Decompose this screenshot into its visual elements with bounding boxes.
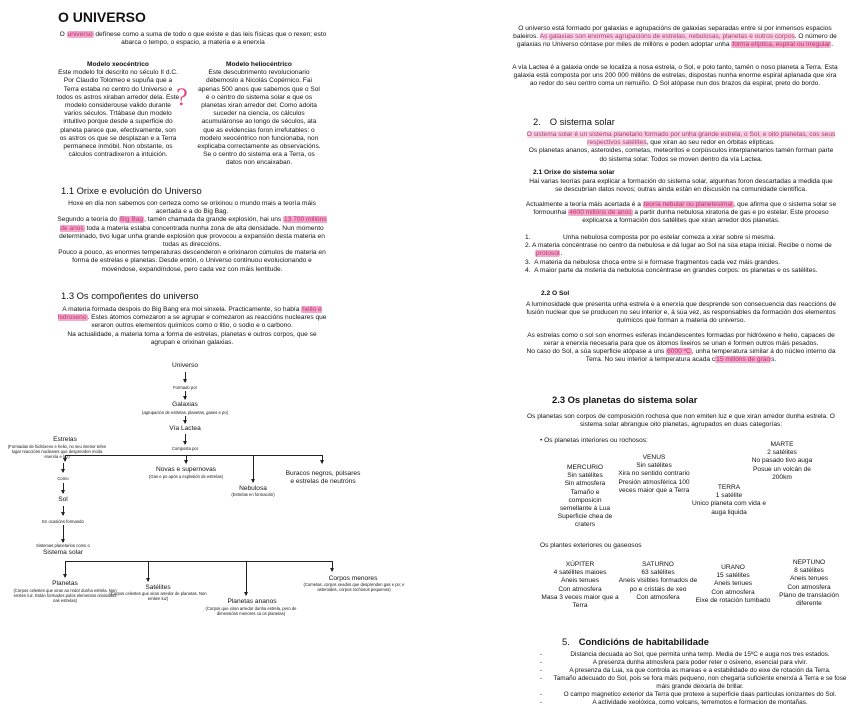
node-estrelas: Estrelas bbox=[53, 436, 77, 443]
section-2-1-steps bbox=[525, 234, 837, 275]
note-satelites: (Corpos celestes que xiran arredor de planetas. Non emiten luz) bbox=[109, 591, 207, 602]
heliocentric-model bbox=[196, 61, 322, 168]
section-2-1-heading: 2.1 Orixe do sistema solar bbox=[533, 169, 615, 176]
geocentric-model bbox=[56, 61, 180, 159]
planet-xupiter: XÚPITER 4 satélites maioes Aneis tenues Con atmosfera Masa 3 veces maior que a Terra bbox=[541, 561, 619, 610]
note-novas: (Gas e po após a explosión de estrelas) bbox=[148, 474, 224, 479]
planet-saturno: SATURNO 63 satélites Aneis visibles formados de po e cristais de xeo Con atmosfera bbox=[618, 561, 698, 601]
note-estrelas: (Formadas de hidróxeno e helio, no seu interior tefen lugar reaccións nucleares que desprenden moita enerxía e luz) bbox=[7, 444, 107, 460]
note-nebulosa: (Estrelas en formación) bbox=[231, 492, 275, 497]
section-5-heading: 5. Condicións de habitabilidade bbox=[562, 636, 709, 647]
list-item: 4. A maior parte da msteria da nebulosa concéntrase en grandes corpos: os planetas e os satélites. bbox=[525, 266, 818, 274]
node-sol: Sol bbox=[58, 496, 68, 503]
list-bullet: - bbox=[540, 675, 543, 682]
list-bullet: - bbox=[540, 667, 543, 674]
section-2-1-p2: Actualmente a teoría máis acertada é a teoría nebular ou planetesimal, que afirma que o sistema solar se formounhai 4600 millóns de anos a partir dunha nebulosa xiratoria de gas e po estelar. Este proceso explicarxa a formación dos satélites que xiran arredor dos planetas. bbox=[525, 201, 837, 225]
question-mark-annotation: ? bbox=[176, 86, 188, 111]
node-buracos-negros: Buracos negros, púlsares e estrelas de neutróns bbox=[285, 470, 361, 486]
list-bullet: - bbox=[540, 651, 543, 658]
planet-terra: TERRA 1 satélite Unico planeta com vida e auga liquida bbox=[691, 484, 767, 516]
section-2-2-body: A luminosidade que presenta unha estrela e a enerxía que desprende son consecuencia das reaccións de fusión nuclear que se producen no seu interior e, á súa vez, as responsables da formación dos elementos químicos que forman a materia do universo. As estrelas como o sol son enormes esferas incandescentes formadas por hidróxeno e helio, capaces de xerar a enerxía necesaria para que os átomos lixeiros se unan e formen outros máis pesados. No caso do Sol, a súa superficie atópase a uns 6000 ºC, unha temperatura similar á do núcleo interno da Terra. No seu interior a temperatura acada c15 millóns de graos. bbox=[525, 301, 837, 364]
heliocentric-body: Este descubrimento revolucionario débemoslo a Nicolás Copérnico. Fai apenas 500 anos que sabemos que o Sol é o centro do sistema solar e que os planetas xiran arredor del. Como adoita suceder na ciencia, os cálculos acumuláronse ao longo de séculos, ata que as evidencias foron irrefutables: o modelo xeocéntrico non funcionaba, non explicaba correctamente as observacións. Se o centro do sistema era a Terra, os datos non encaixaban. bbox=[197, 69, 321, 167]
list-item: 2. A materia concéntrase no centro da nebulosa e dá lugar ao Sol na súa etapa inicial. Recibe o nome de protosol. bbox=[525, 242, 832, 258]
node-corpos-menores: Corpos menores bbox=[328, 575, 378, 582]
note-corpos-menores: (Cometas, corpos xeados que desprenden gas e po; e asteroides, corpos rochosos pequenos) bbox=[303, 582, 405, 593]
section-2-3-heading: 2.3 Os planetas do sistema solar bbox=[552, 394, 698, 405]
list-item: Distancia decuada ao Sol, que permita unha temp. Media de 15ºC e auga nos tres estados. bbox=[570, 651, 830, 658]
list-item: 1. Unha nebulosa composta por po estelar comeza a xirar sobre si mesma. bbox=[525, 234, 776, 241]
note-planetas: (Corpos celestes que xiran ao redor dunha estrela. Non emiten luz. Están formados polos elementos orixinados nas estrelas) bbox=[13, 588, 117, 604]
node-planetas: Planetas bbox=[52, 580, 78, 587]
list-item: 3. A materia da nebulosa choca entre si e formase fragmentos cada vez máis grandes. bbox=[525, 258, 781, 266]
heliocentric-title: Modelo heliocéntrico bbox=[226, 61, 292, 68]
outer-planets-label: Os plantes exteriores ou gaseosos bbox=[540, 542, 642, 549]
label-sistemas-planetarios: Sistemas planetarios como o bbox=[36, 543, 90, 548]
note-galaxias: (agrupación de estrelas, planetas, gases e po) bbox=[141, 410, 229, 415]
highlight-universo: universo bbox=[67, 31, 93, 38]
section-2-heading: 2. O sistema solar bbox=[533, 116, 615, 127]
section-2-1-p1: Hai varias teorías para explicar a formación do sistema solar, algunhas foron descartadas a medida que se descubrían datos novos; outras ainda están en discusión na comunidade científica. bbox=[529, 178, 833, 194]
universe-definition: O universo defínese como a suma de todo o que existe e das leis físicas que o rexen; esto abarca o tempo, o espacio, a materia e a enerxía bbox=[59, 31, 327, 47]
planet-marte: MARTE 2 satélites No pasado tivo auga Posue un volcán de 200km bbox=[751, 441, 813, 481]
list-bullet: - bbox=[540, 699, 543, 706]
note-planetas-ananos: (Corpos que xiran arredor dunha estrela, pero de dimensións menores ca os planetas) bbox=[205, 606, 297, 617]
list-bullet: - bbox=[540, 691, 543, 698]
list-item: Tamaño adecuado do Sol, pois se fora máis pequeno, non chegaría suficiente enerxía á Terra e se fose máis grande deixaría de brillar. bbox=[553, 675, 847, 690]
section-2-3-intro: Os planetas son corpos de composición rochosa que non emiten luz e que xiran arredor dunha estrela. O sistema solar abrangue oito planetas, agrupados en duas categorías: bbox=[527, 413, 835, 429]
node-universo: Universo bbox=[171, 362, 199, 369]
node-via-lactea: Vía Lactea bbox=[169, 425, 201, 432]
inner-planets-label: • Os planetas interiores ou rochosos: bbox=[540, 437, 648, 444]
node-sistema-solar: Sistema solar bbox=[43, 549, 83, 556]
section-1-1-heading: 1.1 Orixe e evolución do Universo bbox=[61, 185, 202, 196]
node-galaxias: Galaxias bbox=[172, 401, 198, 408]
planet-venus: VENUS Sin satélites Xira no sentido contrario Presión atmosférica 100 veces maior que a Terra bbox=[618, 454, 690, 494]
planet-neptuno: NEPTUNO 8 satélites Aneis tenues Con atmosfera Plano de translación diferente bbox=[779, 559, 839, 608]
list-item: A presenza da Lua, xa que controla as mareas e a estabilidade do eixe de rotación da Terra. bbox=[569, 667, 831, 674]
list-item: A actividade xeolóxica, como volcans, terremotos e formacion de montañas. bbox=[592, 699, 808, 706]
milky-way-paragraph: A vía Lactea é a galaxia onde se localiza a nosa estrela, o Sol, e polo tanto, tamén o noso planeta a Terra. Esta galaxia está composta por uns 200 000 millóns de estrelas, dispostas nunha enorme espiral aplanada que xira ao redor do seu centro coma un remuiño. O Sol atópase nun dos brazos da espiral, preto do bordo. bbox=[512, 64, 838, 88]
section-1-3-heading: 1.3 Os compoñentes do universo bbox=[61, 290, 199, 301]
section-1-1-body: Hoxe en día non sabemos con certeza como se orixinou o mundo mais a teoría máis acertada e a do Big Bag. Segundo a teoría do Big Bag, tamén chamada da grande explosión, hai uns 13 700 millóns de anos toda a materia estaba concentrada nunha zona de alta densidade. Nun momento determinado, tivo lugar unha grande explosión que provocou a expansión desta materia en todas as direccións. Pouco a pouco, as enormes temperaturas descenderon e orixinaron cúmulos de materia en forma de estrelas e planetas. Desde entón, o Universo continuou evolucionando e movéndose, expandíndose, pero cada vez con máis lentitude. bbox=[57, 200, 327, 273]
planet-urano: URANO 15 satélites Aneis tenues Con atmosfera Eixe de rotación tumbado bbox=[695, 564, 771, 604]
node-satelites: Satélites bbox=[145, 584, 171, 591]
label-como: Como bbox=[57, 476, 69, 481]
label-composta-por: Composta por bbox=[171, 446, 199, 451]
geocentric-title: Modelo xeocéntrico bbox=[87, 61, 149, 68]
page-title: O UNIVERSO bbox=[58, 9, 146, 25]
galaxies-intro: O universo está formado por galaxias e agrupacións de galaxias separadas entre si por inmensos espacios baleiros. As galaxias son enormes agrupacións de estrelas, nebulosas, planetas e outros corpos. O número de galaxias no Universo cóntase por miles de millóns e poden adoptar unha forma elíptica, espiral ou irregular. bbox=[513, 25, 837, 49]
label-en-ocasions: En ocasións formando bbox=[42, 519, 84, 524]
node-nebulosa: Nebulosa bbox=[239, 485, 267, 492]
label-formado-por: Formado por bbox=[173, 385, 197, 390]
list-item: A presenza dunha atmosfera para poder reter o osixeno, esencial para vivir. bbox=[592, 659, 808, 666]
list-item: O campo magnetico exterior da Terra que protexe a superficie daas partículas ionizantes do Sol. bbox=[563, 691, 837, 698]
geocentric-body: Este modelo foi descrito no século II d.C. Por Claudio Tolomeo e supuña que a Terra estaba no centro do Universo e todos os astros xiraban arredor dela. Este modelo considerouse valido durante varios séculos. Trtábase dun modelo intuitivo porque desde a superficie do planeta parece que, efectivamente, son os astros os que se desplazan e a Terra permanece inmóbil. Non obstante, os cálculos contradixeron a intuición. bbox=[56, 69, 180, 159]
node-novas-supernovas: Novas e supernovas bbox=[155, 466, 217, 473]
section-2-body: O sistema solar é un sistema planetario formado por unha grande estrela, o Sol, e oito planetas, cos seus respectivos satélites, que xiran ao seu redor en órbitas elípticas. Os planetas ananos, asteroides, cometas, meteoritos e corpúsculos interplanetarios tamén forman parte do sistema solar. Todos se moven dentro da vía Lactea. bbox=[526, 131, 836, 163]
section-1-3-body: A materia formada despois do Big Bang era moi sinxela. Practicamente, so había helio e hidroxeno. Estes átomos comezaron a se agrupar e comezaron as reaccións nucleares que xeraron outros elementos químicos como o litio, o sodio e o carbono. Na actualidade, a materia toma a forma de estrelas, planetas e outros corpos, que se agrupan e orixinan galaxias. bbox=[57, 306, 327, 346]
list-bullet: - bbox=[540, 659, 543, 666]
section-2-2-heading: 2.2 O Sol bbox=[541, 290, 570, 297]
node-planetas-ananos: Planetas ananos bbox=[227, 598, 277, 605]
planet-mercurio: MERCURIO Sin satélites Sin atmosfera Tamaño e composicin semellante á Lua Superficie chea de craters bbox=[557, 464, 613, 529]
